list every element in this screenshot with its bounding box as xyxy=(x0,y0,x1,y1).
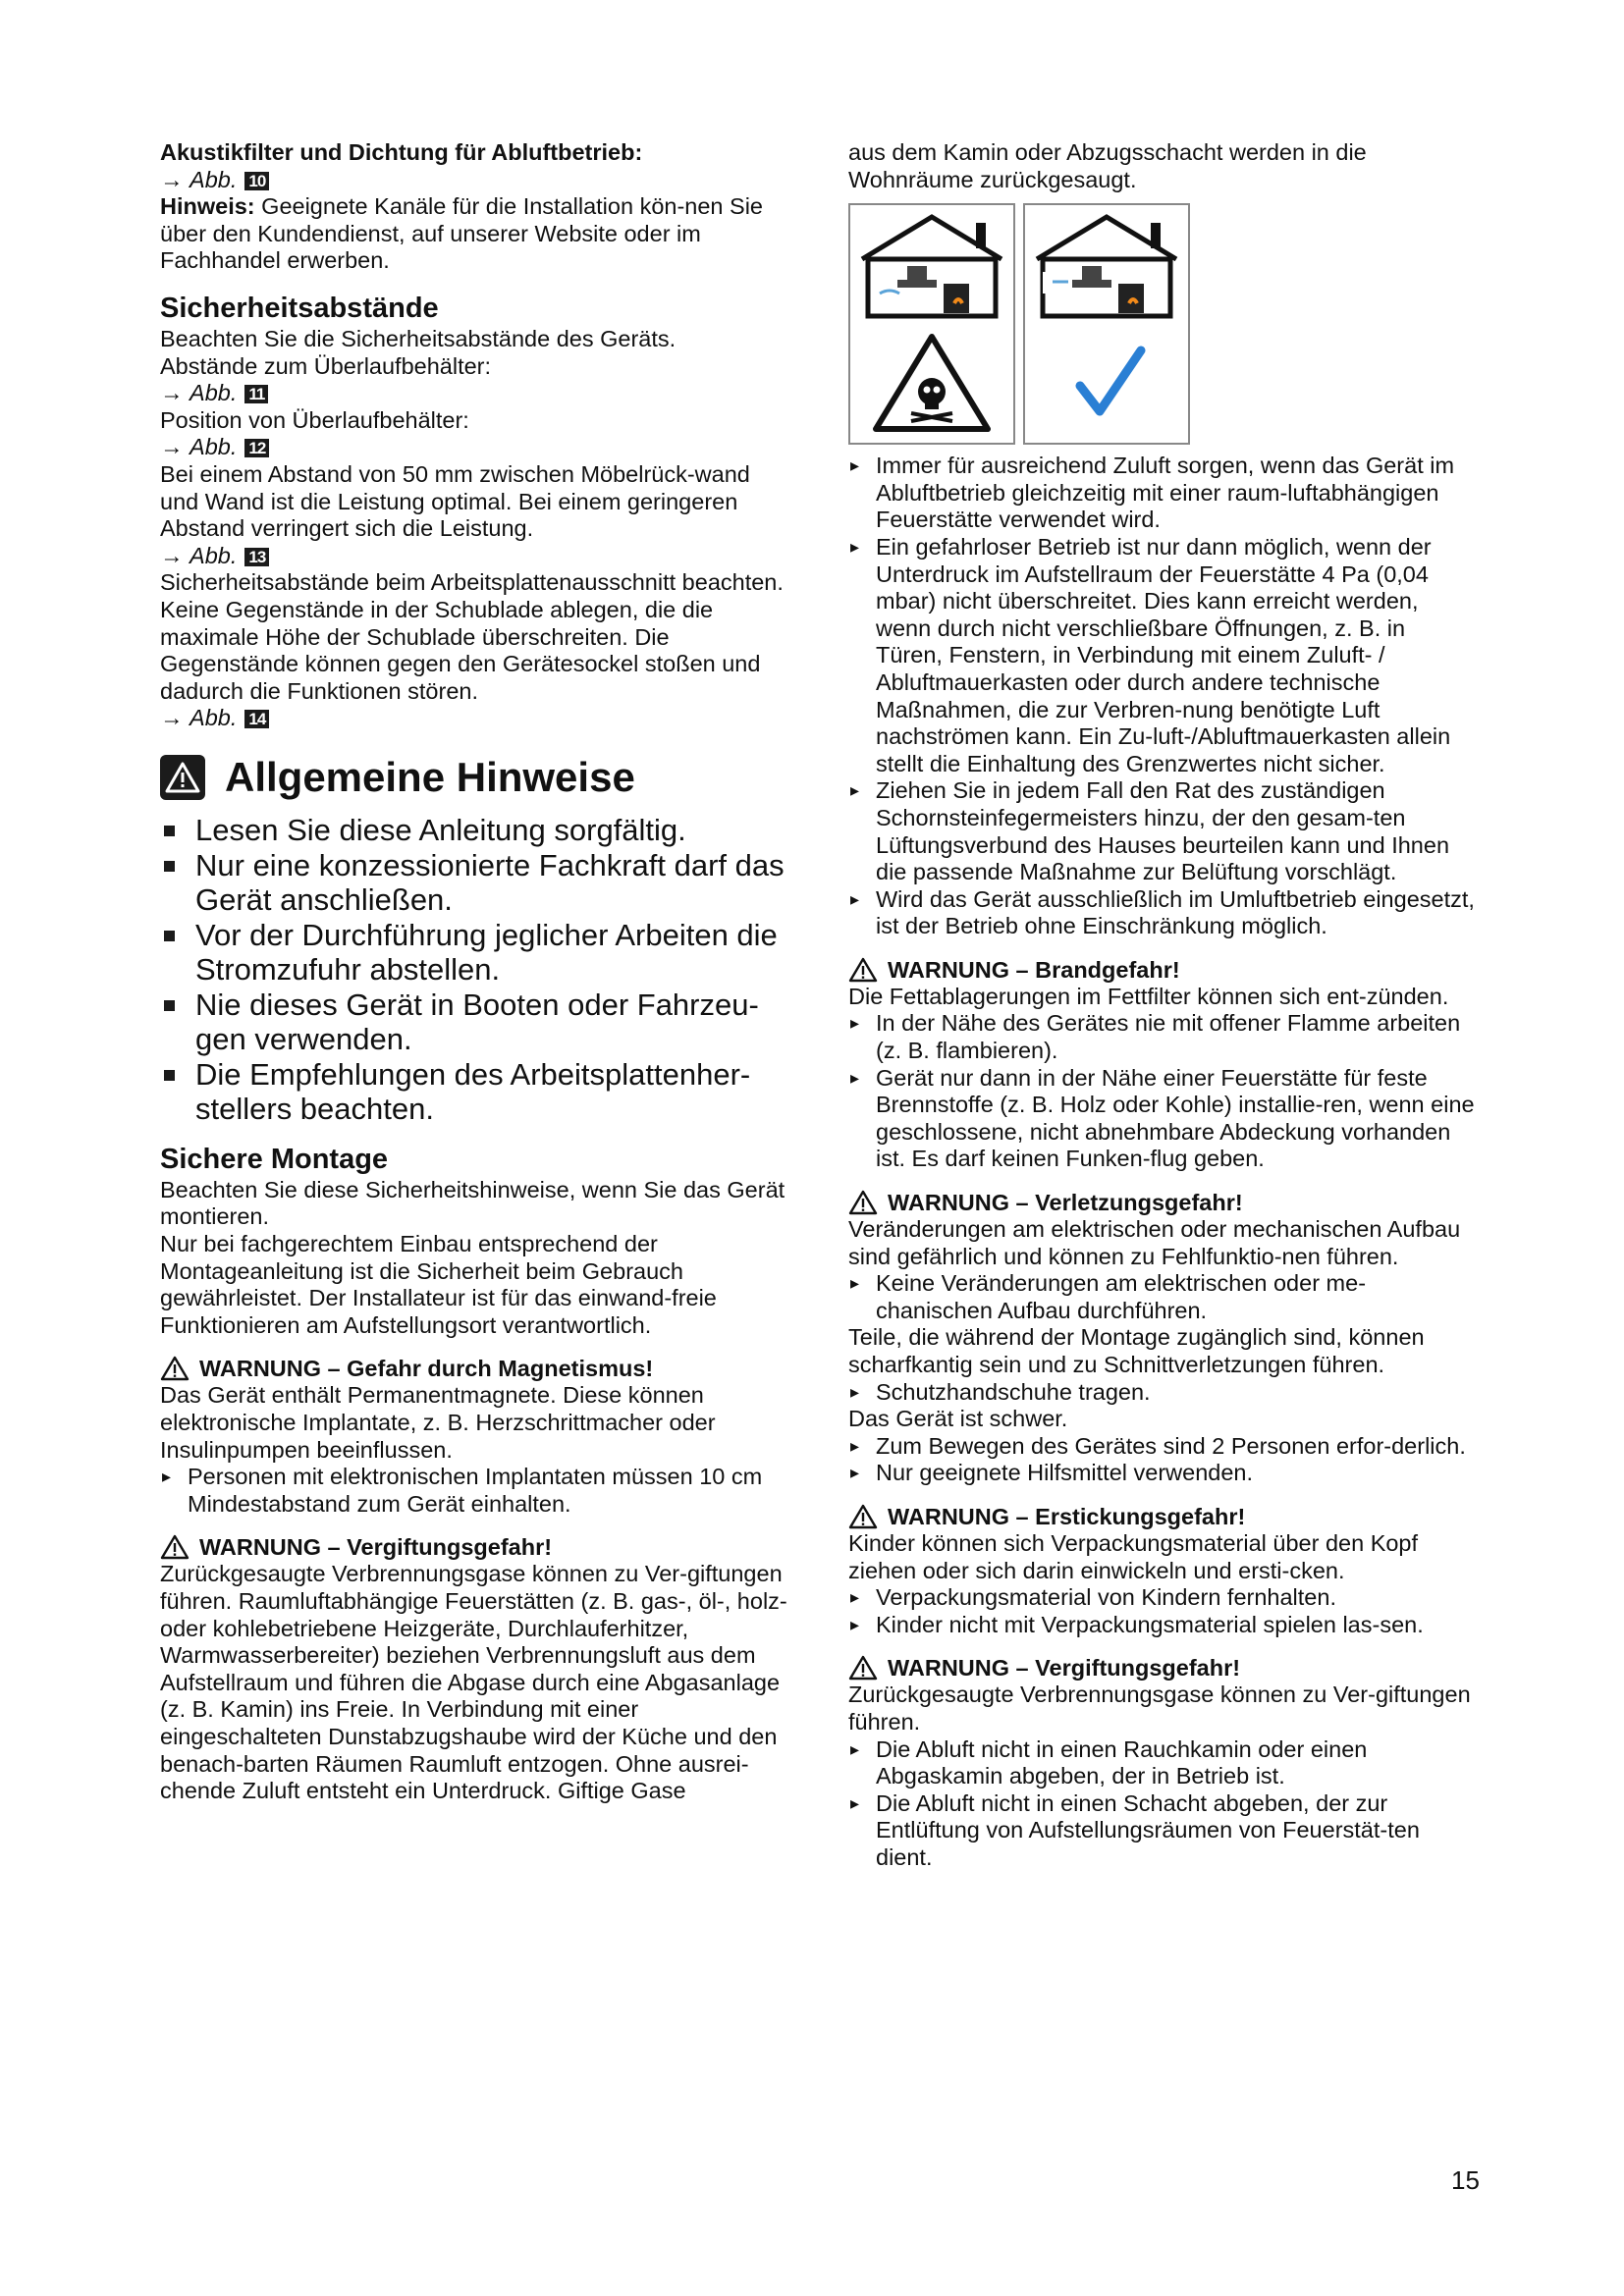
zuluft-list xyxy=(848,453,1477,940)
warning-title: WARNUNG – Verletzungsgefahr! xyxy=(888,1190,1243,1216)
warning-text: Teile, die während der Montage zugänglich sind, können scharfkantig sein und zu Schnittverletzungen führen. xyxy=(848,1324,1425,1377)
list-item: ▸ Gerät nur dann in der Nähe einer Feuerstätte für feste Brennstoffe (z. B. Holz oder Kohle) installie-ren, wenn eine geschlossene, nicht abnehmbare Abdeckung vorhanden ist. Es darf keinen Funken-flug geben. xyxy=(848,1065,1477,1173)
sa-paragraph-3: Position von Überlaufbehälter: xyxy=(160,406,469,433)
warning-magnet xyxy=(160,1355,788,1382)
warning-box-icon xyxy=(160,755,205,800)
continued-text: aus dem Kamin oder Abzugsschacht werden in die Wohnräume zurückgesaugt. xyxy=(848,139,1367,192)
illustration-ok xyxy=(1023,203,1190,445)
list-item: ▸ Zum Bewegen des Gerätes sind 2 Personen erfor-derlich. xyxy=(848,1433,1477,1461)
list-item: ▸ Die Abluft nicht in einen Rauchkamin oder einen Abgaskamin abgeben, der in Betrieb ist. xyxy=(848,1736,1477,1790)
list-item: ▸ Nur geeignete Hilfsmittel verwenden. xyxy=(848,1460,1477,1487)
warning-list xyxy=(848,1736,1477,1872)
abb-label: Abb. xyxy=(189,705,238,731)
warning-text: Das Gerät ist schwer. xyxy=(848,1406,1068,1432)
warning-triangle-icon xyxy=(848,957,878,983)
list-item: Die Empfehlungen des Arbeitsplattenher-stellers beachten. xyxy=(160,1057,788,1126)
sa-paragraph-1: Beachten Sie die Sicherheitsabstände des Geräts. xyxy=(160,325,677,351)
hinweis-text: Geeignete Kanäle für die Installation kön-nen Sie über den Kundendienst, auf unserer Website oder im Fachhandel erwerben. xyxy=(160,193,763,274)
abb-label: Abb. xyxy=(189,380,238,406)
warning-list xyxy=(848,1379,1477,1407)
arrow: → xyxy=(160,380,184,406)
sa-paragraph-4: Bei einem Abstand von 50 mm zwischen Möbelrück-wand und Wand ist die Leistung optimal. Bei einem geringeren Abstand verringert sich die Leistung. xyxy=(160,460,750,542)
warning-list xyxy=(848,1433,1477,1487)
house-icon xyxy=(1025,205,1188,323)
warning-title: WARNUNG – Brandgefahr! xyxy=(888,956,1180,983)
warning-text: Die Fettablagerungen im Fettfilter können sich ent-zünden. xyxy=(848,983,1449,1009)
list-item: Lesen Sie diese Anleitung sorgfältig. xyxy=(160,813,788,847)
warning-brand xyxy=(848,956,1477,984)
page-number: 15 xyxy=(1451,2165,1480,2195)
allgemeine-title: Allgemeine Hinweise xyxy=(225,753,635,800)
list-item: ▸ Verpackungsmaterial von Kindern fernhalten. xyxy=(848,1584,1477,1612)
list-item: ▸ Ziehen Sie in jedem Fall den Rat des zuständigen Schornsteinfegermeisters hinzu, der den gesam-ten Lüftungsverbund des Hauses beurteilen kann und Ihnen die passende Maßnahme zur Belüftung vorschlägt. xyxy=(848,777,1477,885)
warning-title: WARNUNG – Vergiftungsgefahr! xyxy=(888,1655,1241,1682)
figure-number: 11 xyxy=(244,385,268,403)
hinweis-paragraph xyxy=(160,193,788,275)
list-item: ▸ Keine Veränderungen am elektrischen oder me-chanischen Aufbau durchführen. xyxy=(848,1270,1477,1324)
allgemeine-list xyxy=(160,813,788,1126)
warning-title: WARNUNG – Gefahr durch Magnetismus! xyxy=(199,1356,654,1382)
list-item: Vor der Durchführung jeglicher Arbeiten die Stromzufuhr abstellen. xyxy=(160,918,788,987)
list-item: ▸ Kinder nicht mit Verpackungsmaterial spielen las-sen. xyxy=(848,1612,1477,1639)
warning-triangle-icon xyxy=(848,1655,878,1681)
fig-ref-12 xyxy=(160,434,788,461)
sa-paragraph-2: Abstände zum Überlaufbehälter: xyxy=(160,352,492,379)
sa-paragraph-5: Sicherheitsabstände beim Arbeitsplattenausschnitt beachten. xyxy=(160,569,784,596)
warning-text: Das Gerät enthält Permanentmagnete. Diese können elektronische Implantate, z. B. Herzschrittmacher oder Insulinpumpen beeinflussen. xyxy=(160,1382,716,1463)
warning-list xyxy=(848,1010,1477,1173)
warning-list xyxy=(160,1464,788,1518)
figure-number: 13 xyxy=(244,548,269,566)
sa-paragraph-6: Keine Gegenstände in der Schublade ablegen, die die maximale Höhe der Schublade überschreiten. Die Gegenstände können gegen den Gerätesockel stoßen und dadurch die Funktionen stören. xyxy=(160,596,761,704)
list-item: ▸ Ein gefahrloser Betrieb ist nur dann möglich, wenn der Unterdruck im Aufstellraum der Feuerstätte 4 Pa (0,04 mbar) nicht überschreitet. Dies kann erreicht werden, wenn durch nicht verschließbare Öffnungen, z. B. in Türen, Fenstern, in Verbindung mit einem Zuluft- / Abluftmauerkasten oder durch andere technische Maßnahmen, die zur Verbren-nung benötigte Luft nachströmen kann. Ein Zu-luft-/Abluftmauerkasten allein stellt die Einhaltung des Grenzwertes nicht sicher. xyxy=(848,534,1477,777)
list-item: ▸ Immer für ausreichend Zuluft sorgen, wenn das Gerät im Abluftbetrieb gleichzeitig mit einer raum-luftabhängigen Feuerstätte verwendet wird. xyxy=(848,453,1477,534)
list-item: ▸ Personen mit elektronischen Implantaten müssen 10 cm Mindestabstand zum Gerät einhalten. xyxy=(160,1464,788,1518)
fig-ref-10 xyxy=(160,167,788,194)
warning-text: Veränderungen am elektrischen oder mechanischen Aufbau sind gefährlich und können zu Fehlfunktio-nen führen. xyxy=(848,1216,1461,1269)
warning-text: Zurückgesaugte Verbrennungsgase können zu Ver-giftungen führen. xyxy=(848,1682,1471,1735)
abb-label: Abb. xyxy=(189,434,238,460)
sicherheitsabstaende-heading: Sicherheitsabstände xyxy=(160,292,439,324)
montage-heading: Sichere Montage xyxy=(160,1143,389,1175)
abb-label: Abb. xyxy=(189,166,238,192)
arrow: → xyxy=(160,434,184,460)
hinweis-label: Hinweis: xyxy=(160,193,255,220)
montage-paragraph-1: Beachten Sie diese Sicherheitshinweise, wenn Sie das Gerät montieren. xyxy=(160,1176,785,1230)
fig-ref-11 xyxy=(160,380,788,407)
list-item: ▸ In der Nähe des Gerätes nie mit offener Flamme arbeiten (z. B. flambieren). xyxy=(848,1010,1477,1064)
checkmark-icon xyxy=(1025,323,1188,441)
warning-title: WARNUNG – Erstickungsgefahr! xyxy=(888,1503,1246,1529)
warning-triangle-icon xyxy=(848,1190,878,1215)
allgemeine-heading xyxy=(160,754,788,801)
akustik-title: Akustikfilter und Dichtung für Abluftbetrieb: xyxy=(160,139,643,165)
warning-erstickung xyxy=(848,1503,1477,1530)
abb-label: Abb. xyxy=(189,542,238,568)
warning-title: WARNUNG – Vergiftungsgefahr! xyxy=(199,1534,553,1561)
fig-ref-13 xyxy=(160,543,788,570)
left-column xyxy=(160,139,788,1805)
list-item: ▸ Die Abluft nicht in einen Schacht abgeben, der zur Entlüftung von Aufstellungsräumen von Feuerstät-ten dient. xyxy=(848,1790,1477,1872)
arrow: → xyxy=(160,705,184,731)
warning-triangle-icon xyxy=(848,1504,878,1529)
skull-danger-icon xyxy=(850,323,1013,441)
list-item: Nur eine konzessionierte Fachkraft darf das Gerät anschließen. xyxy=(160,848,788,917)
house-icon xyxy=(850,205,1013,323)
list-item: ▸ Wird das Gerät ausschließlich im Umluftbetrieb eingesetzt, ist der Betrieb ohne Einschränkung möglich. xyxy=(848,886,1477,940)
montage-paragraph-2: Nur bei fachgerechtem Einbau entsprechend der Montageanleitung ist die Sicherheit beim Gebrauch gewährleistet. Der Installateur ist für das einwand-freie Funktionieren am Aufstellungsort verantwortlich. xyxy=(160,1231,717,1338)
warning-verletzung xyxy=(848,1189,1477,1216)
warning-list xyxy=(848,1270,1477,1324)
list-item: Nie dieses Gerät in Booten oder Fahrzeu-gen verwenden. xyxy=(160,988,788,1056)
figure-number: 10 xyxy=(244,172,269,190)
warning-list xyxy=(848,1584,1477,1638)
right-column xyxy=(848,139,1477,1872)
illustration-danger xyxy=(848,203,1015,445)
list-item: ▸ Schutzhandschuhe tragen. xyxy=(848,1379,1477,1407)
warning-vergiftung xyxy=(160,1533,788,1561)
warning-text: Kinder können sich Verpackungsmaterial über den Kopf ziehen oder sich darin einwickeln und ersti-cken. xyxy=(848,1529,1419,1583)
warning-vergiftung-2 xyxy=(848,1654,1477,1682)
fig-ref-14 xyxy=(160,705,788,732)
warning-triangle-icon xyxy=(160,1356,189,1381)
figure-number: 12 xyxy=(244,439,269,457)
figure-number: 14 xyxy=(244,710,269,728)
arrow: → xyxy=(160,166,184,192)
ventilation-illustration xyxy=(848,203,1477,445)
warning-text: Zurückgesaugte Verbrennungsgase können zu Ver-giftungen führen. Raumluftabhängige Feuerstätten (z. B. gas-, öl-, holz- oder kohlebetriebene Heizgeräte, Durchlauferhitzer, Warmwasserbereiter) beziehen Verbrennungsluft aus dem Aufstellraum und führen die Abgase durch eine Abgasanlage (z. B. Kamin) ins Freie. In Verbindung mit einer eingeschalteten Dunstabzugshaube wird der Küche und den benach-barten Räumen Raumluft entzogen. Ohne ausrei-chende Zuluft entsteht ein Unterdruck. Giftige Gase xyxy=(160,1561,787,1804)
arrow: → xyxy=(160,542,184,568)
warning-triangle-icon xyxy=(160,1534,189,1560)
